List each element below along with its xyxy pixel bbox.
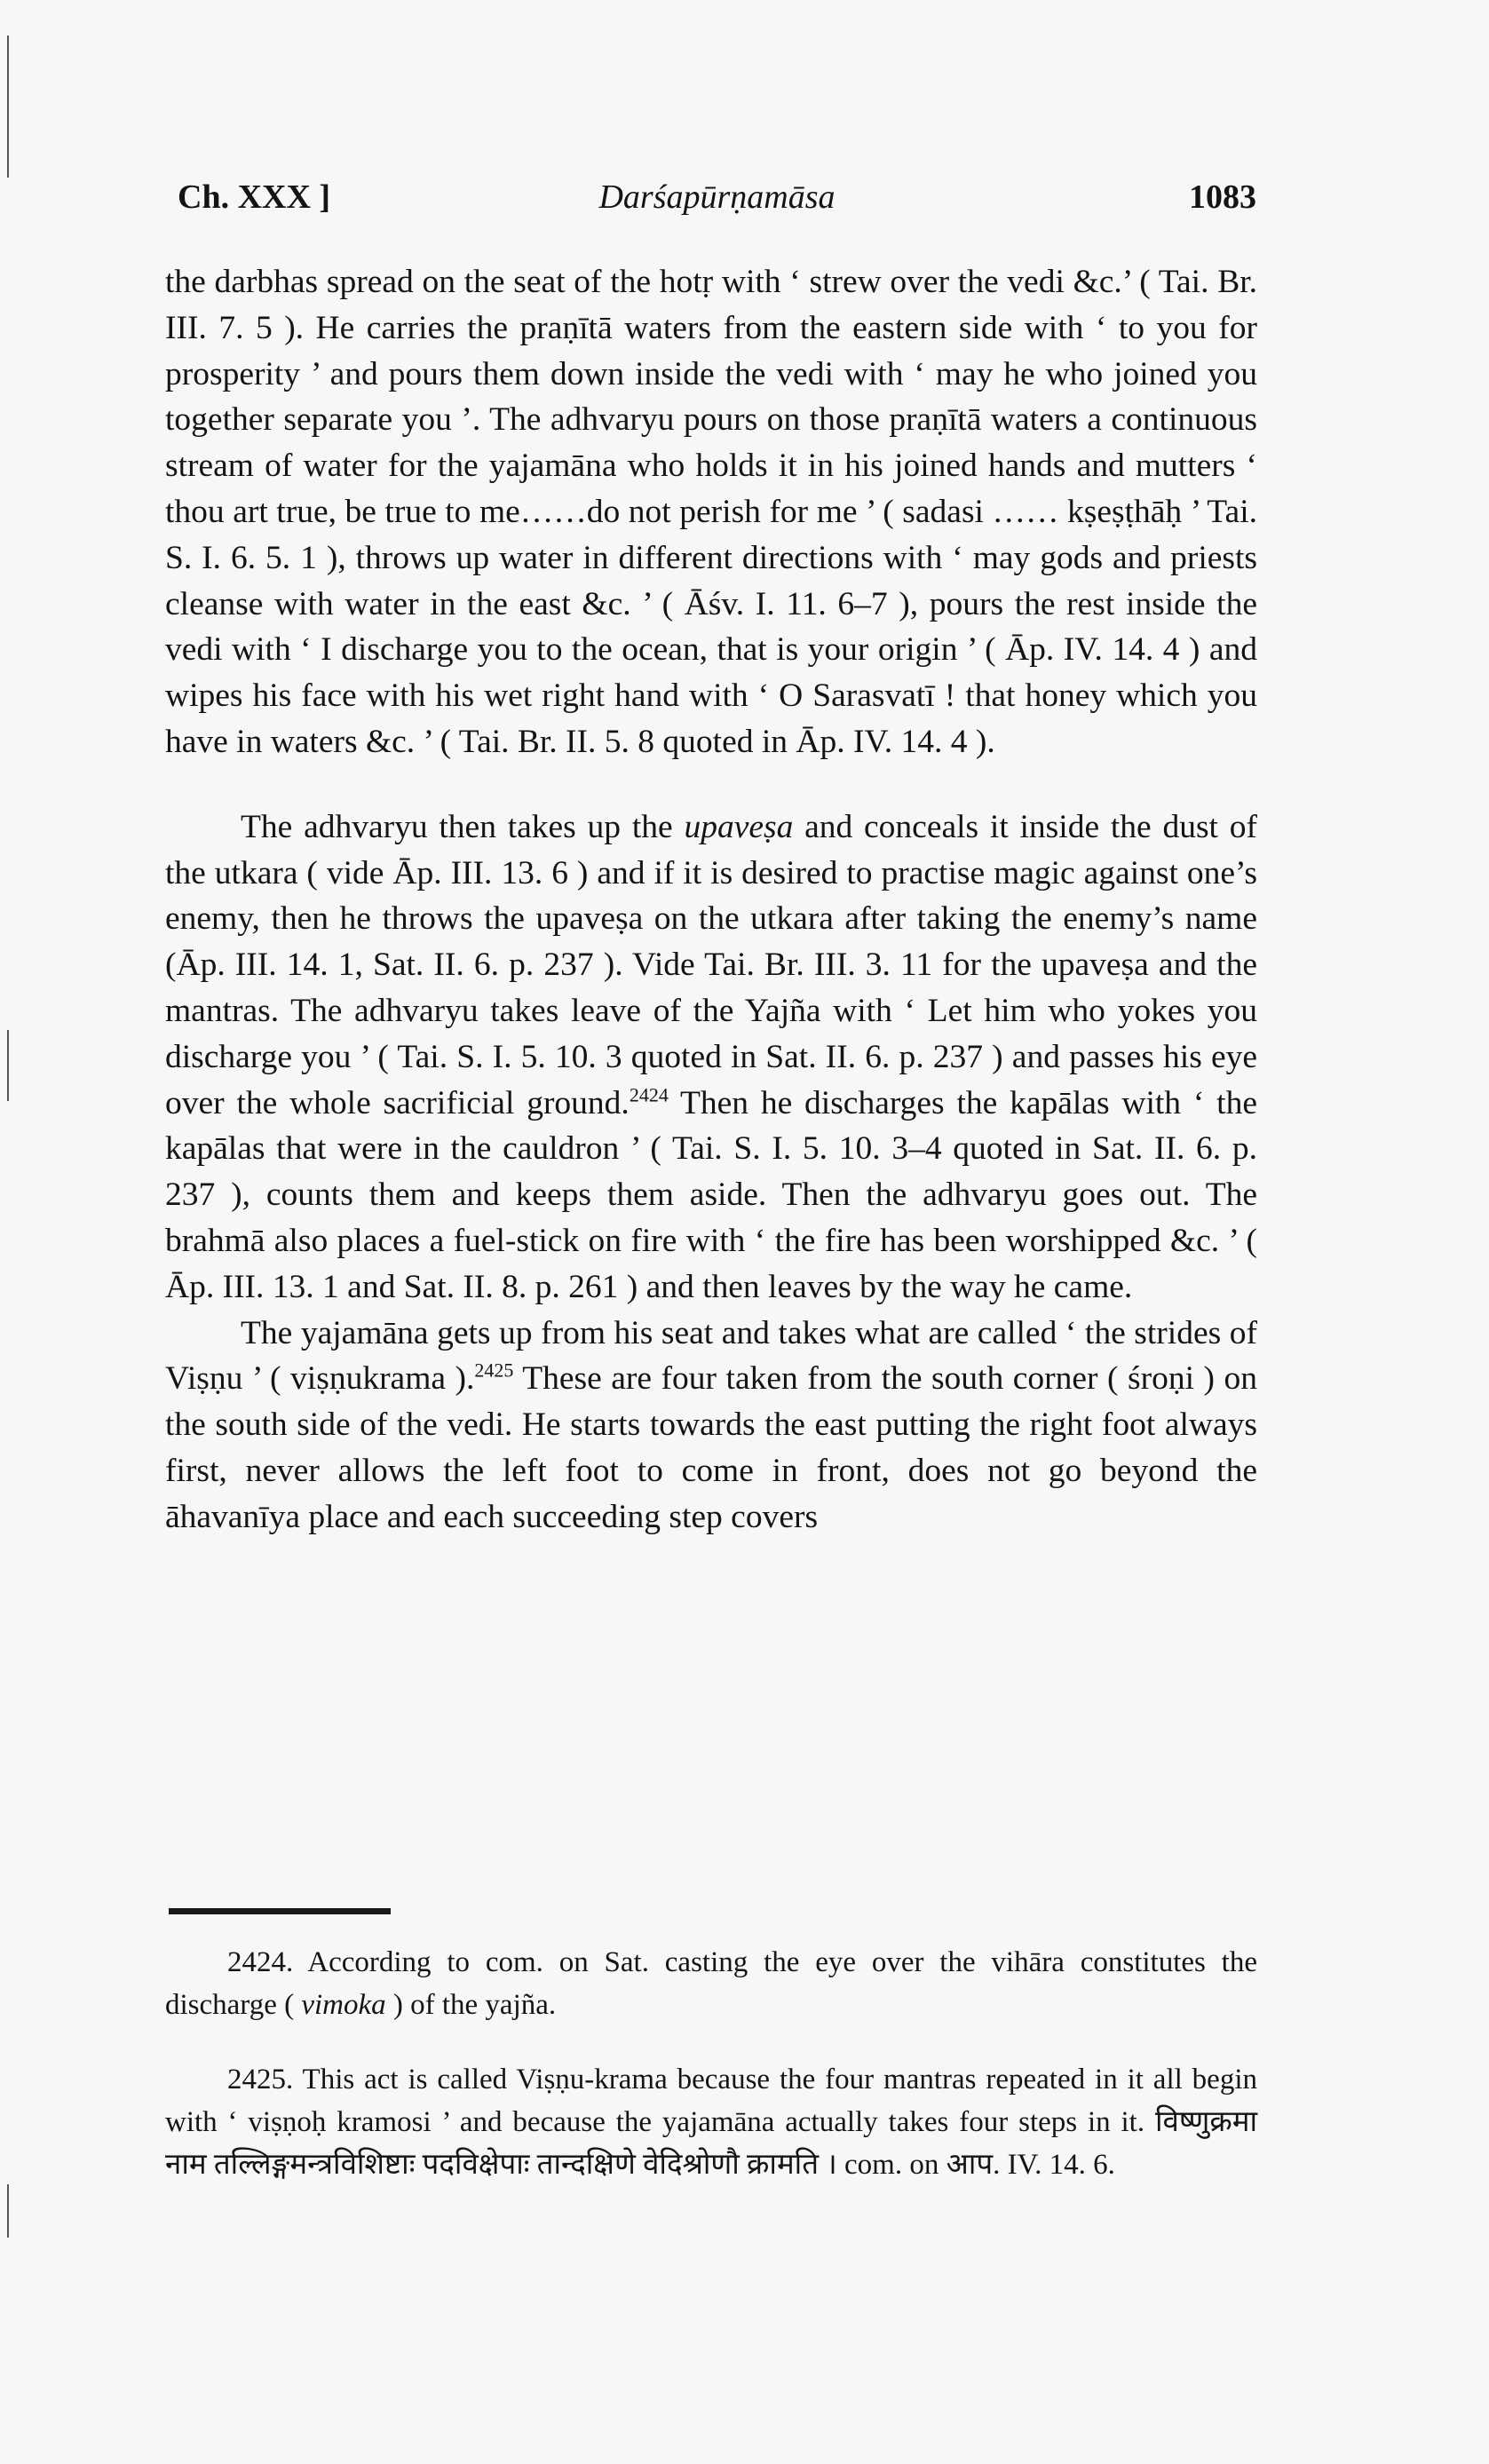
paragraph-2-text-c: Then he discharges the kapālas with ‘ the kapālas that were in the cauldron ’ ( Tai. S. I. 5. 10. 3–4 quoted in Sat. II. 6. p. 237 ), counts them and keeps them aside. Then the adhvaryu goes out. The brahmā also places a fuel-stick on fire with ‘ the fire has been worshipped &c. ’ ( Āp. III. 13. 1 and Sat. II. 8. p. 261 ) and then leaves by the way he came. (165, 1084, 1257, 1305)
paragraph-3-text-a: The yajamāna gets up from his seat and takes what are called ‘ the strides of Viṣṇu ’ ( viṣṇukrama ). (165, 1314, 1257, 1398)
paragraph-3 (165, 1311, 1257, 1541)
footnote-2424-text-a: 2424. According to com. on Sat. casting the eye over the vihāra constitutes the discharge ( (165, 1946, 1257, 2021)
footnote-rule (169, 1908, 391, 1914)
paragraph-3-text-b: These are four taken from the south corner ( śroṇi ) on the south side of the vedi. He starts towards the east putting the right foot always first, never allows the left foot to come in front, does not go beyond the āhavanīya place and each succeeding step covers (165, 1360, 1258, 1535)
footnote-ref-2424: 2424 (629, 1083, 669, 1106)
footnote-2424-text-b: ) of the yajña. (385, 1989, 557, 2021)
running-title: Darśapūrṇamāsa (598, 178, 836, 216)
scan-edge-mark (7, 1030, 9, 1101)
page-number: 1083 (1189, 178, 1256, 216)
scan-edge-mark (7, 36, 9, 178)
scan-edge-mark (7, 2184, 9, 2238)
term-vimoka: vimoka (301, 1989, 386, 2021)
paragraph-1: the darbhas spread on the seat of the hotṛ with ‘ strew over the vedi &c.’ ( Tai. Br. III. 7. 5 ). He carries the praṇītā waters from the eastern side with ‘ to you for prosperity ’ and pours them down inside the vedi with ‘ may he who joined you together separate you ’. The adhvaryu pours on those praṇītā waters a continuous stream of water for the yajamāna who holds it in his joined hands and mutters ‘ thou art true, be true to me……do not perish for me ’ ( sadasi …… kṣeṣṭhāḥ ’ Tai. S. I. 6. 5. 1 ), throws up water in different directions with ‘ may gods and priests cleanse with water in the east &c. ’ ( Āśv. I. 11. 6–7 ), pours the rest inside the vedi with ‘ I discharge you to the ocean, that is your origin ’ ( Āp. IV. 14. 4 ) and wipes his face with his wet right hand with ‘ O Sarasvatī ! that honey which you have in waters &c. ’ ( Tai. Br. II. 5. 8 quoted in Āp. IV. 14. 4 ). (165, 264, 1257, 760)
main-text (165, 259, 1257, 1541)
footnote-2425: 2425. This act is called Viṣṇu-krama because the four mantras repeated in it all begin with ‘ viṣṇoḥ kramosi ’ and because the yajamāna actually takes four steps in it. विष्णुक्रमा नाम तल्लिङ्गमन्त्रविशिष्टाः पदविक्षेपाः तान्दक्षिणे वेदिश्रोणौ क्रामति । com. on आप. IV. 14. 6. (165, 2064, 1257, 2181)
paragraph-2 (165, 804, 1257, 1311)
footnote-2424 (165, 1941, 1257, 2026)
paragraph-2-text-b: and conceals it inside the dust of the utkara ( vide Āp. III. 13. 6 ) and if it is desired to practise magic against one’s enemy, then he throws the upaveṣa on the utkara after taking the enemy’s name (Āp. III. 14. 1, Sat. II. 6. p. 237 ). Vide Tai. Br. III. 3. 11 for the upaveṣa and the mantras. The adhvaryu takes leave of the Yajña with ‘ Let him who yokes you discharge you ’ ( Tai. S. I. 5. 10. 3 quoted in Sat. II. 6. p. 237 ) and passes his eye over the whole sacrificial ground. (165, 808, 1257, 1121)
paragraph-2-text-a: The adhvaryu then takes up the (241, 808, 685, 845)
footnotes (165, 1941, 1257, 2186)
term-upavesa: upaveṣa (684, 808, 794, 845)
footnote-ref-2425: 2425 (474, 1359, 514, 1382)
running-header (178, 178, 1256, 231)
chapter-label: Ch. XXX ] (178, 178, 331, 216)
